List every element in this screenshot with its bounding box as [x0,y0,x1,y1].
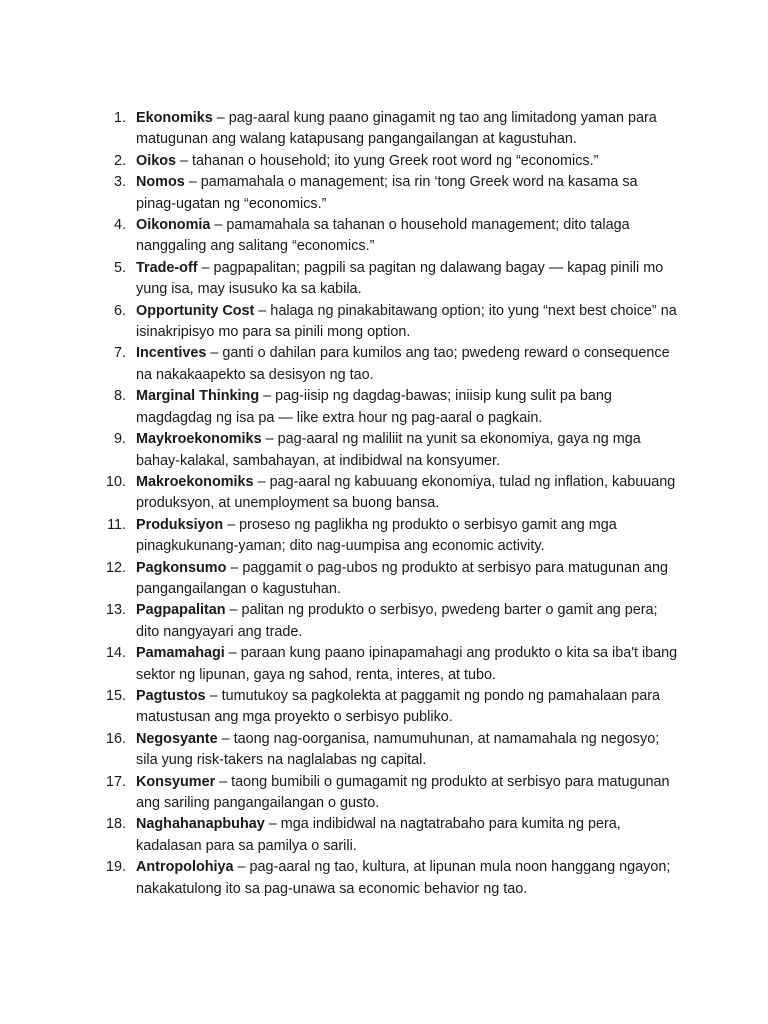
item-term: Pagtustos [136,687,206,704]
list-item [0,343,768,386]
item-term: Antropolohiya [136,859,234,876]
item-definition: – pag-aaral ng maliliit na yunit sa ekonomiya, gaya ng mga bahay-kalakal, sambahayan, at indibidwal na konsyumer. [136,431,641,469]
item-term: Pagpapalitan [136,602,226,619]
item-definition: – taong bumibili o gumagamit ng produkto at serbisyo para matugunan ang sariling pangangailangan o gusto. [136,773,670,811]
item-term: Marginal Thinking [136,388,260,405]
term-list [0,108,768,900]
item-definition: – tahanan o household; ito yung Greek root word ng “economics.” [176,152,599,169]
list-item [0,643,768,686]
item-definition: – pag-iisip ng dagdag-bawas; iniisip kung sulit pa bang magdagdag ng isa pa — like extra hour ng pag-aaral o pagkain. [136,388,612,426]
item-number: 5. [113,259,126,276]
list-item [0,386,768,429]
list-item [0,429,768,472]
list-item [0,258,768,301]
item-number: 16. [105,730,126,747]
item-number: 9. [113,431,126,448]
list-item [0,772,768,815]
list-item [0,301,768,344]
item-number: 17. [105,773,126,790]
item-number: 7. [113,345,126,362]
list-item [0,729,768,772]
item-term: Pagkonsumo [136,559,227,576]
list-item [0,857,768,900]
item-definition: – tumutukoy sa pagkolekta at paggamit ng pondo ng pamahalaan para matustusan ang mga proyekto o serbisyo publiko. [136,687,661,726]
list-item [0,600,768,643]
list-item [0,151,768,172]
item-definition: – palitan ng produkto o serbisyo, pwedeng barter o gamit ang pera; dito nangyayari ang trade. [136,602,658,640]
item-definition: – pamamahala sa tahanan o household management; dito talaga nanggaling ang salitang “economics.” [136,217,630,255]
item-term: Maykroekonomiks [136,431,262,448]
item-term: Negosyante [136,730,218,747]
item-definition: – proseso ng paglikha ng produkto o serbisyo gamit ang mga pinagkukunang-yaman; dito nag-uumpisa ang economic activity. [136,516,617,555]
list-item [0,686,768,729]
item-term: Oikonomia [136,217,211,234]
item-term: Trade-off [136,259,198,276]
item-definition: – mga indibidwal na nagtatrabaho para kumita ng pera, kadalasan para sa pamilya o sarili. [136,816,621,854]
item-definition: – halaga ng pinakabitawang option; ito yung “next best choice” na isinakripisyo mo para sa pinili mong option. [136,302,677,341]
item-number: 19. [105,859,126,876]
item-number: 3. [113,174,126,191]
item-number: 4. [113,217,126,234]
item-number: 6. [113,302,126,319]
item-number: 11. [107,516,126,533]
item-number: 13. [105,602,126,619]
item-term: Konsyumer [136,773,216,790]
list-item [0,558,768,601]
item-term: Ekonomiks [136,110,213,126]
item-definition: – pag-aaral kung paano ginagamit ng tao ang limitadong yaman para matugunan ang walang katapusang pangangailangan at kagustuhan. [136,110,657,148]
item-definition: – pamamahala o management; isa rin ‘tong Greek word na kasama sa pinag-ugatan ng “economics.” [136,174,638,212]
item-definition: – ganti o dahilan para kumilos ang tao; pwedeng reward o consequence na nakakaapekto sa desisyon ng tao. [136,345,670,383]
item-term: Naghahanapbuhay [136,816,265,833]
item-number: 18. [105,816,126,833]
list-item [0,215,768,258]
item-term: Opportunity Cost [136,302,255,319]
item-term: Produksiyon [136,516,224,533]
item-number: 2. [113,152,126,169]
item-definition: – pag-aaral ng tao, kultura, at lipunan mula noon hanggang ngayon; nakakatulong ito sa pag-unawa sa economic behavior ng tao. [136,859,671,897]
item-number: 15. [105,687,126,704]
item-number: 1. [113,110,126,126]
item-definition: – paraan kung paano ipinapamahagi ang produkto o kita sa iba't ibang sektor ng lipunan, gaya ng sahod, renta, interes, at tubo. [136,645,678,683]
item-number: 10. [105,473,126,490]
item-number: 8. [113,388,126,405]
item-definition: – taong nag-oorganisa, namumuhunan, at namamahala ng negosyo; sila yung risk-takers na naglalabas ng capital. [136,730,660,769]
item-definition: – pagpapalitan; pagpili sa pagitan ng dalawang bagay — kapag pinili mo yung isa, may isusuko ka sa kabila. [136,259,664,298]
list-item [0,472,768,515]
list-item [0,172,768,215]
item-number: 14. [105,645,126,662]
item-definition: – paggamit o pag-ubos ng produkto at serbisyo para matugunan ang pangangailangan o kagustuhan. [136,559,668,597]
item-number: 12. [105,559,126,576]
item-term: Nomos [136,174,185,191]
item-term: Pamamahagi [136,645,225,662]
list-item [0,515,768,558]
list-item [0,108,768,151]
item-term: Incentives [136,345,207,362]
item-term: Makroekonomiks [136,473,254,490]
list-item [0,814,768,857]
item-term: Oikos [136,152,176,169]
item-definition: – pag-aaral ng kabuuang ekonomiya, tulad ng inflation, kabuuang produksyon, at unemployment sa buong bansa. [136,473,676,512]
